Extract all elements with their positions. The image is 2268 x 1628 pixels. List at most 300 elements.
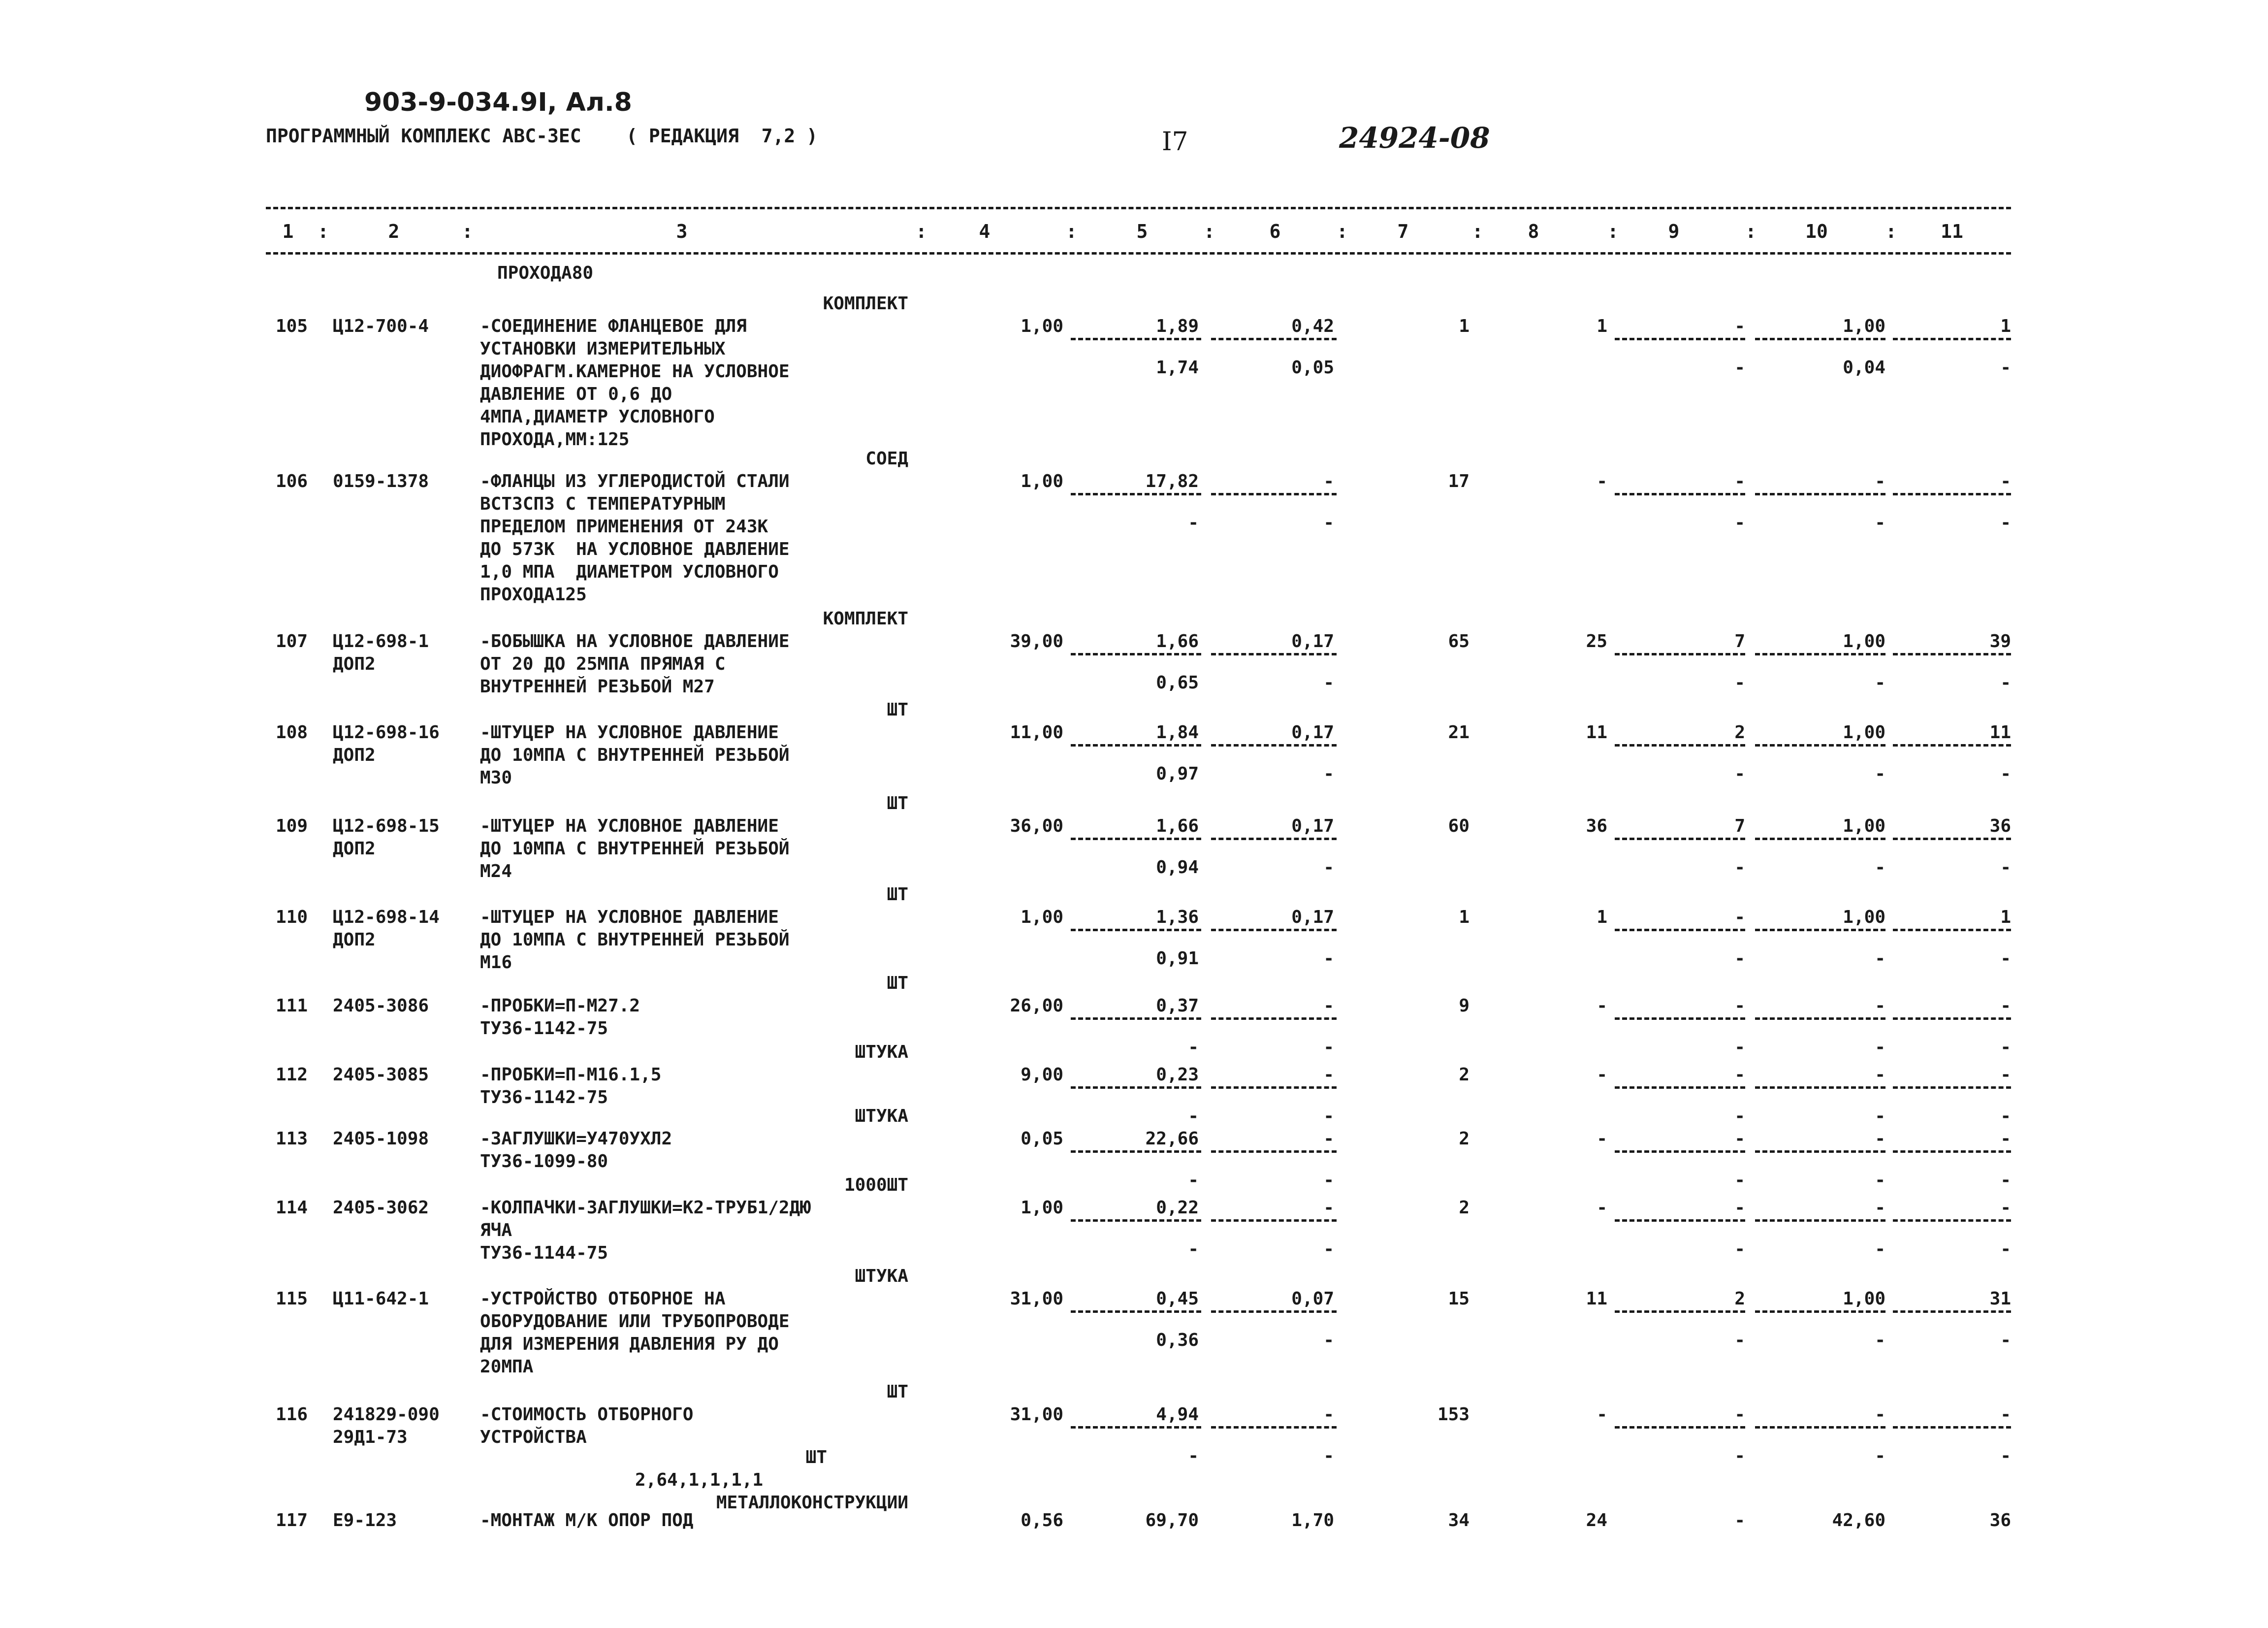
row-number: 106	[276, 471, 308, 491]
cell-lower-6: -	[1323, 948, 1334, 969]
cell-c8: -	[1597, 1404, 1607, 1425]
cell-lower-9: -	[1734, 948, 1745, 969]
cell-c11: 11	[1989, 722, 2011, 743]
value-divider	[1211, 653, 1337, 655]
cell-c6: 0,17	[1291, 816, 1334, 836]
value-divider	[1071, 1426, 1201, 1429]
cell-c8: -	[1597, 1065, 1607, 1085]
cell-c4: 1,00	[1021, 471, 1063, 491]
value-divider	[1071, 1086, 1201, 1089]
column-header-2: 2	[388, 221, 400, 242]
value-divider	[1755, 929, 1885, 931]
doc-id: 903-9-034.9I, Ал.8	[364, 88, 632, 117]
value-divider	[1755, 1150, 1885, 1153]
cell-lower-11: -	[2000, 764, 2011, 784]
value-divider	[1755, 1219, 1885, 1222]
value-divider	[1893, 338, 2011, 340]
cell-c9: -	[1734, 1510, 1745, 1530]
cell-lower-10: -	[1875, 948, 1885, 969]
row-description: -МОНТАЖ М/К ОПОР ПОД	[480, 1510, 694, 1530]
value-divider	[1211, 1219, 1337, 1222]
cell-lower-6: -	[1323, 1446, 1334, 1466]
column-header-1: 1	[282, 221, 294, 242]
cell-c4: 1,00	[1021, 907, 1063, 927]
cell-c9: 7	[1734, 816, 1745, 836]
cell-lower-5: -	[1188, 1170, 1199, 1190]
cell-lower-11: -	[2000, 948, 2011, 969]
column-separator: :	[462, 221, 473, 242]
value-divider	[1211, 1017, 1337, 1020]
cell-c7: 15	[1448, 1289, 1469, 1309]
value-divider	[1211, 1426, 1337, 1429]
cell-c9: -	[1734, 996, 1745, 1016]
column-separator: :	[1204, 221, 1215, 242]
row-number: 115	[276, 1289, 308, 1309]
cell-c5: 1,66	[1156, 631, 1199, 651]
cell-c4: 31,00	[1010, 1289, 1063, 1309]
unit-label: КОМПЛЕКТ	[823, 293, 908, 314]
value-divider	[1615, 653, 1745, 655]
cell-lower-6: -	[1323, 513, 1334, 533]
value-divider	[1071, 838, 1201, 840]
value-divider	[1211, 744, 1337, 747]
unit-label: ШТУКА	[855, 1106, 908, 1126]
row-description: -ЗАГЛУШКИ=У470УХЛ2 ТУ36-1099-80	[480, 1129, 672, 1172]
cell-lower-5: 0,94	[1156, 857, 1199, 878]
row-number: 109	[276, 816, 308, 836]
cell-c10: -	[1875, 996, 1885, 1016]
cell-c6: -	[1323, 471, 1334, 491]
section-heading: МЕТАЛЛОКОНСТРУКЦИИ	[716, 1493, 908, 1513]
cell-lower-9: -	[1734, 1170, 1745, 1190]
cell-lower-5: 0,65	[1156, 673, 1199, 693]
cell-c8: 11	[1586, 722, 1607, 743]
value-divider	[1615, 1086, 1745, 1089]
column-header-5: 5	[1136, 221, 1148, 242]
unit-label: СОЕД	[865, 449, 908, 469]
value-divider	[1615, 1219, 1745, 1222]
cell-lower-11: -	[2000, 1239, 2011, 1259]
value-divider	[1893, 1017, 2011, 1020]
value-divider	[1615, 338, 1745, 340]
cell-lower-10: 0,04	[1843, 358, 1885, 378]
unit-label: ШТ	[887, 1382, 908, 1402]
value-divider	[1615, 929, 1745, 931]
cell-c7: 2	[1459, 1129, 1469, 1149]
row-code: Ц11-642-1	[333, 1289, 429, 1309]
cell-lower-10: -	[1875, 1330, 1885, 1350]
row-number: 108	[276, 722, 308, 743]
coefficients: 2,64,1,1,1,1	[635, 1470, 764, 1490]
cell-lower-9: -	[1734, 1106, 1745, 1126]
cell-c7: 2	[1459, 1198, 1469, 1218]
cell-c9: -	[1734, 1129, 1745, 1149]
cell-lower-9: -	[1734, 857, 1745, 878]
cell-c8: 25	[1586, 631, 1607, 651]
column-separator: :	[916, 221, 927, 242]
cell-c11: 36	[1989, 816, 2011, 836]
cell-c7: 60	[1448, 816, 1469, 836]
row-description: -ФЛАНЦЫ ИЗ УГЛЕРОДИСТОЙ СТАЛИ ВСТ3СП3 С ТЕМПЕРАТУРНЫМ ПРЕДЕЛОМ ПРИМЕНЕНИЯ ОТ 243К ДО 573К НА УСЛОВНОЕ ДАВЛЕНИЕ 1,0 МПА ДИАМЕТРОМ УСЛОВНОГО ПРОХОДА125	[480, 471, 790, 605]
cell-c6: -	[1323, 1198, 1334, 1218]
cell-c11: 36	[1989, 1510, 2011, 1530]
cell-lower-6: -	[1323, 1106, 1334, 1126]
cell-c11: 1	[2000, 907, 2011, 927]
cell-c7: 153	[1437, 1404, 1469, 1425]
unit-label: ШТ	[887, 973, 908, 993]
cell-lower-6: -	[1323, 1330, 1334, 1350]
cell-lower-5: 1,74	[1156, 358, 1199, 378]
column-header-11: 11	[1941, 221, 1963, 242]
cell-c7: 9	[1459, 996, 1469, 1016]
cell-c5: 0,23	[1156, 1065, 1199, 1085]
cell-lower-11: -	[2000, 1106, 2011, 1126]
row-number: 113	[276, 1129, 308, 1149]
cell-lower-5: 0,97	[1156, 764, 1199, 784]
cell-lower-11: -	[2000, 673, 2011, 693]
cell-lower-6: -	[1323, 764, 1334, 784]
cell-c11: -	[2000, 1404, 2011, 1425]
value-divider	[1071, 1150, 1201, 1153]
cell-c9: -	[1734, 1404, 1745, 1425]
row-description: -ШТУЦЕР НА УСЛОВНОЕ ДАВЛЕНИЕ ДО 10МПА С ВНУТРЕННЕЙ РЕЗЬБОЙ М16	[480, 907, 790, 973]
cell-c4: 39,00	[1010, 631, 1063, 651]
cell-lower-10: -	[1875, 764, 1885, 784]
cell-c10: 42,60	[1832, 1510, 1885, 1530]
cell-c11: -	[2000, 1129, 2011, 1149]
value-divider	[1893, 1310, 2011, 1313]
row-code: Ц12-698-1 ДОП2	[333, 631, 429, 674]
column-header-3: 3	[676, 221, 688, 242]
row-code: Ц12-698-16 ДОП2	[333, 722, 440, 765]
cell-lower-5: 0,91	[1156, 948, 1199, 969]
cell-lower-10: -	[1875, 1106, 1885, 1126]
cell-c10: -	[1875, 1065, 1885, 1085]
cell-lower-5: -	[1188, 1106, 1199, 1126]
row-code: Ц12-700-4	[333, 316, 429, 336]
unit-label: ШТУКА	[855, 1266, 908, 1286]
row-description: -ШТУЦЕР НА УСЛОВНОЕ ДАВЛЕНИЕ ДО 10МПА С ВНУТРЕННЕЙ РЕЗЬБОЙ М24	[480, 816, 790, 881]
value-divider	[1071, 338, 1201, 340]
cell-c10: 1,00	[1843, 1289, 1885, 1309]
cell-c6: -	[1323, 1065, 1334, 1085]
column-separator: :	[318, 221, 329, 242]
value-divider	[1211, 838, 1337, 840]
row-description: -ШТУЦЕР НА УСЛОВНОЕ ДАВЛЕНИЕ ДО 10МПА С ВНУТРЕННЕЙ РЕЗЬБОЙ М30	[480, 722, 790, 788]
cell-c11: 1	[2000, 316, 2011, 336]
row-code: Е9-123	[333, 1510, 397, 1530]
cell-c8: 11	[1586, 1289, 1607, 1309]
cell-lower-11: -	[2000, 1330, 2011, 1350]
header-rule-top	[266, 207, 2011, 209]
value-divider	[1755, 1017, 1885, 1020]
value-divider	[1893, 1426, 2011, 1429]
unit-label: ШТУКА	[855, 1042, 908, 1062]
value-divider	[1071, 744, 1201, 747]
cell-lower-6: -	[1323, 857, 1334, 878]
cell-c4: 0,56	[1021, 1510, 1063, 1530]
cell-lower-9: -	[1734, 1239, 1745, 1259]
cell-c5: 22,66	[1145, 1129, 1199, 1149]
cell-c8: 1	[1597, 316, 1607, 336]
value-divider	[1071, 929, 1201, 931]
value-divider	[1893, 929, 2011, 931]
value-divider	[1615, 1426, 1745, 1429]
row-code: 0159-1378	[333, 471, 429, 491]
row-code: Ц12-698-15 ДОП2	[333, 816, 440, 859]
cell-lower-9: -	[1734, 673, 1745, 693]
unit-label: ШТ	[887, 884, 908, 905]
cell-c6: 0,17	[1291, 907, 1334, 927]
cell-c10: 1,00	[1843, 907, 1885, 927]
cell-c5: 17,82	[1145, 471, 1199, 491]
cell-lower-6: -	[1323, 1170, 1334, 1190]
value-divider	[1071, 1310, 1201, 1313]
cell-c10: 1,00	[1843, 816, 1885, 836]
cell-c9: -	[1734, 907, 1745, 927]
value-divider	[1755, 1086, 1885, 1089]
cell-c4: 31,00	[1010, 1404, 1063, 1425]
value-divider	[1211, 929, 1337, 931]
cell-c11: -	[2000, 1065, 2011, 1085]
row-description: -УСТРОЙСТВО ОТБОРНОЕ НА ОБОРУДОВАНИЕ ИЛИ ТРУБОПРОВОДЕ ДЛЯ ИЗМЕРЕНИЯ ДАВЛЕНИЯ РУ ДО 20МПА	[480, 1289, 790, 1377]
cell-c11: -	[2000, 471, 2011, 491]
cell-c7: 65	[1448, 631, 1469, 651]
cell-c9: 7	[1734, 631, 1745, 651]
cell-lower-11: -	[2000, 857, 2011, 878]
cell-lower-11: -	[2000, 358, 2011, 378]
cell-c7: 21	[1448, 722, 1469, 743]
cell-c10: 1,00	[1843, 722, 1885, 743]
unit-label: ШТ	[887, 793, 908, 814]
cell-lower-10: -	[1875, 857, 1885, 878]
cell-c4: 1,00	[1021, 316, 1063, 336]
value-divider	[1755, 744, 1885, 747]
cell-c5: 1,66	[1156, 816, 1199, 836]
value-divider	[1071, 493, 1201, 495]
cell-lower-5: -	[1188, 1446, 1199, 1466]
value-divider	[1615, 1310, 1745, 1313]
cell-c6: 0,07	[1291, 1289, 1334, 1309]
program-title: ПРОГРАММНЫЙ КОМПЛЕКС АВС-ЗЕС ( РЕДАКЦИЯ 7,2 )	[266, 125, 818, 147]
cell-c5: 1,84	[1156, 722, 1199, 743]
row-number: 111	[276, 996, 308, 1016]
cell-c11: 39	[1989, 631, 2011, 651]
cell-c4: 0,05	[1021, 1129, 1063, 1149]
unit-label: 1000ШТ	[844, 1175, 908, 1195]
cell-lower-10: -	[1875, 1239, 1885, 1259]
row-code: 2405-3086	[333, 996, 429, 1016]
page-number: I7	[1162, 127, 1188, 157]
cell-c11: -	[2000, 996, 2011, 1016]
cell-c5: 0,37	[1156, 996, 1199, 1016]
row-description: -СОЕДИНЕНИЕ ФЛАНЦЕВОЕ ДЛЯ УСТАНОВКИ ИЗМЕРИТЕЛЬНЫХ ДИОФРАГМ.КАМЕРНОЕ НА УСЛОВНОЕ ДАВЛЕНИЕ ОТ 0,6 ДО 4МПА,ДИАМЕТР УСЛОВНОГО ПРОХОДА,ММ:125	[480, 316, 790, 450]
value-divider	[1615, 1150, 1745, 1153]
cell-c6: -	[1323, 1404, 1334, 1425]
cell-c8: 36	[1586, 816, 1607, 836]
value-divider	[1615, 1017, 1745, 1020]
cell-c5: 4,94	[1156, 1404, 1199, 1425]
row-description: -СТОИМОСТЬ ОТБОРНОГО УСТРОЙСТВА	[480, 1404, 694, 1447]
row-number: 112	[276, 1065, 308, 1085]
cell-c9: 2	[1734, 722, 1745, 743]
value-divider	[1615, 744, 1745, 747]
cell-c6: 0,17	[1291, 722, 1334, 743]
cell-lower-10: -	[1875, 1170, 1885, 1190]
cell-c10: -	[1875, 1198, 1885, 1218]
cell-c5: 1,36	[1156, 907, 1199, 927]
value-divider	[1755, 1310, 1885, 1313]
handwritten-note: 24924-08	[1339, 121, 1490, 155]
cell-c9: -	[1734, 1198, 1745, 1218]
value-divider	[1893, 653, 2011, 655]
cell-lower-9: -	[1734, 1446, 1745, 1466]
value-divider	[1893, 1086, 2011, 1089]
cell-lower-5: -	[1188, 1037, 1199, 1057]
value-divider	[1893, 493, 2011, 495]
row-code: 2405-3062	[333, 1198, 429, 1218]
value-divider	[1071, 1017, 1201, 1020]
value-divider	[1211, 493, 1337, 495]
cell-c4: 1,00	[1021, 1198, 1063, 1218]
cell-c7: 17	[1448, 471, 1469, 491]
cell-c8: -	[1597, 471, 1607, 491]
row-description: -ПРОБКИ=П-М16.1,5 ТУ36-1142-75	[480, 1065, 662, 1107]
value-divider	[1211, 338, 1337, 340]
column-separator: :	[1066, 221, 1077, 242]
cell-c6: 0,42	[1291, 316, 1334, 336]
value-divider	[1211, 1310, 1337, 1313]
value-divider	[1893, 838, 2011, 840]
row-code: 241829-090 29Д1-73	[333, 1404, 440, 1447]
value-divider	[1071, 653, 1201, 655]
value-divider	[1755, 338, 1885, 340]
cell-lower-10: -	[1875, 1446, 1885, 1466]
row-number: 105	[276, 316, 308, 336]
row-number: 116	[276, 1404, 308, 1425]
cell-lower-5: -	[1188, 1239, 1199, 1259]
cell-c9: 2	[1734, 1289, 1745, 1309]
value-divider	[1211, 1150, 1337, 1153]
value-divider	[1615, 838, 1745, 840]
cell-lower-11: -	[2000, 513, 2011, 533]
cell-c8: -	[1597, 1198, 1607, 1218]
cell-lower-5: -	[1188, 513, 1199, 533]
column-separator: :	[1337, 221, 1348, 242]
cell-c8: -	[1597, 996, 1607, 1016]
cell-lower-9: -	[1734, 513, 1745, 533]
value-divider	[1755, 1426, 1885, 1429]
cell-lower-9: -	[1734, 358, 1745, 378]
cell-lower-11: -	[2000, 1446, 2011, 1466]
header-rule-bottom	[266, 252, 2011, 255]
cell-c5: 0,22	[1156, 1198, 1199, 1218]
cell-lower-5: 0,36	[1156, 1330, 1199, 1350]
continued-text: ПРОХОДА80	[497, 263, 594, 283]
row-description: -ПРОБКИ=П-М27.2 ТУ36-1142-75	[480, 996, 640, 1039]
column-header-4: 4	[979, 221, 990, 242]
cell-c7: 2	[1459, 1065, 1469, 1085]
cell-lower-10: -	[1875, 1037, 1885, 1057]
cell-c8: 24	[1586, 1510, 1607, 1530]
column-header-6: 6	[1269, 221, 1281, 242]
value-divider	[1615, 493, 1745, 495]
row-number: 114	[276, 1198, 308, 1218]
value-divider	[1893, 1150, 2011, 1153]
row-description: -КОЛПАЧКИ-ЗАГЛУШКИ=К2-ТРУБ1/2ДЮ ЯЧА ТУ36-1144-75	[480, 1198, 811, 1263]
cell-lower-6: 0,05	[1291, 358, 1334, 378]
cell-c6: 0,17	[1291, 631, 1334, 651]
row-code: Ц12-698-14 ДОП2	[333, 907, 440, 950]
cell-c6: -	[1323, 1129, 1334, 1149]
row-description: -БОБЫШКА НА УСЛОВНОЕ ДАВЛЕНИЕ ОТ 20 ДО 25МПА ПРЯМАЯ С ВНУТРЕННЕЙ РЕЗЬБОЙ М27	[480, 631, 790, 697]
cell-c4: 9,00	[1021, 1065, 1063, 1085]
cell-c8: -	[1597, 1129, 1607, 1149]
cell-lower-9: -	[1734, 1330, 1745, 1350]
value-divider	[1755, 838, 1885, 840]
column-separator: :	[1745, 221, 1757, 242]
unit-label: ШТ	[887, 700, 908, 720]
column-header-10: 10	[1805, 221, 1828, 242]
cell-c10: 1,00	[1843, 631, 1885, 651]
cell-c6: -	[1323, 996, 1334, 1016]
column-separator: :	[1885, 221, 1897, 242]
cell-c5: 69,70	[1145, 1510, 1199, 1530]
cell-lower-11: -	[2000, 1037, 2011, 1057]
cell-lower-10: -	[1875, 673, 1885, 693]
value-divider	[1071, 1219, 1201, 1222]
row-number: 107	[276, 631, 308, 651]
column-separator: :	[1607, 221, 1619, 242]
cell-c9: -	[1734, 316, 1745, 336]
cell-c9: -	[1734, 471, 1745, 491]
cell-c4: 11,00	[1010, 722, 1063, 743]
cell-c10: -	[1875, 471, 1885, 491]
row-code: 2405-3085	[333, 1065, 429, 1085]
cell-c9: -	[1734, 1065, 1745, 1085]
value-divider	[1755, 653, 1885, 655]
cell-c10: 1,00	[1843, 316, 1885, 336]
value-divider	[1893, 744, 2011, 747]
cell-lower-6: -	[1323, 673, 1334, 693]
cell-c4: 36,00	[1010, 816, 1063, 836]
cell-lower-9: -	[1734, 1037, 1745, 1057]
cell-lower-9: -	[1734, 764, 1745, 784]
column-header-7: 7	[1397, 221, 1409, 242]
column-header-9: 9	[1668, 221, 1680, 242]
row-number: 117	[276, 1510, 308, 1530]
cell-c7: 1	[1459, 316, 1469, 336]
cell-lower-6: -	[1323, 1037, 1334, 1057]
cell-c10: -	[1875, 1129, 1885, 1149]
cell-c5: 1,89	[1156, 316, 1199, 336]
cell-c7: 1	[1459, 907, 1469, 927]
cell-lower-11: -	[2000, 1170, 2011, 1190]
value-divider	[1893, 1219, 2011, 1222]
cell-lower-10: -	[1875, 513, 1885, 533]
cell-c11: -	[2000, 1198, 2011, 1218]
unit-label: КОМПЛЕКТ	[823, 609, 908, 629]
cell-c10: -	[1875, 1404, 1885, 1425]
cell-c11: 31	[1989, 1289, 2011, 1309]
unit-label: ШТ	[805, 1447, 827, 1467]
row-code: 2405-1098	[333, 1129, 429, 1149]
cell-c8: 1	[1597, 907, 1607, 927]
cell-c7: 34	[1448, 1510, 1469, 1530]
cell-lower-6: -	[1323, 1239, 1334, 1259]
value-divider	[1755, 493, 1885, 495]
cell-c6: 1,70	[1291, 1510, 1334, 1530]
